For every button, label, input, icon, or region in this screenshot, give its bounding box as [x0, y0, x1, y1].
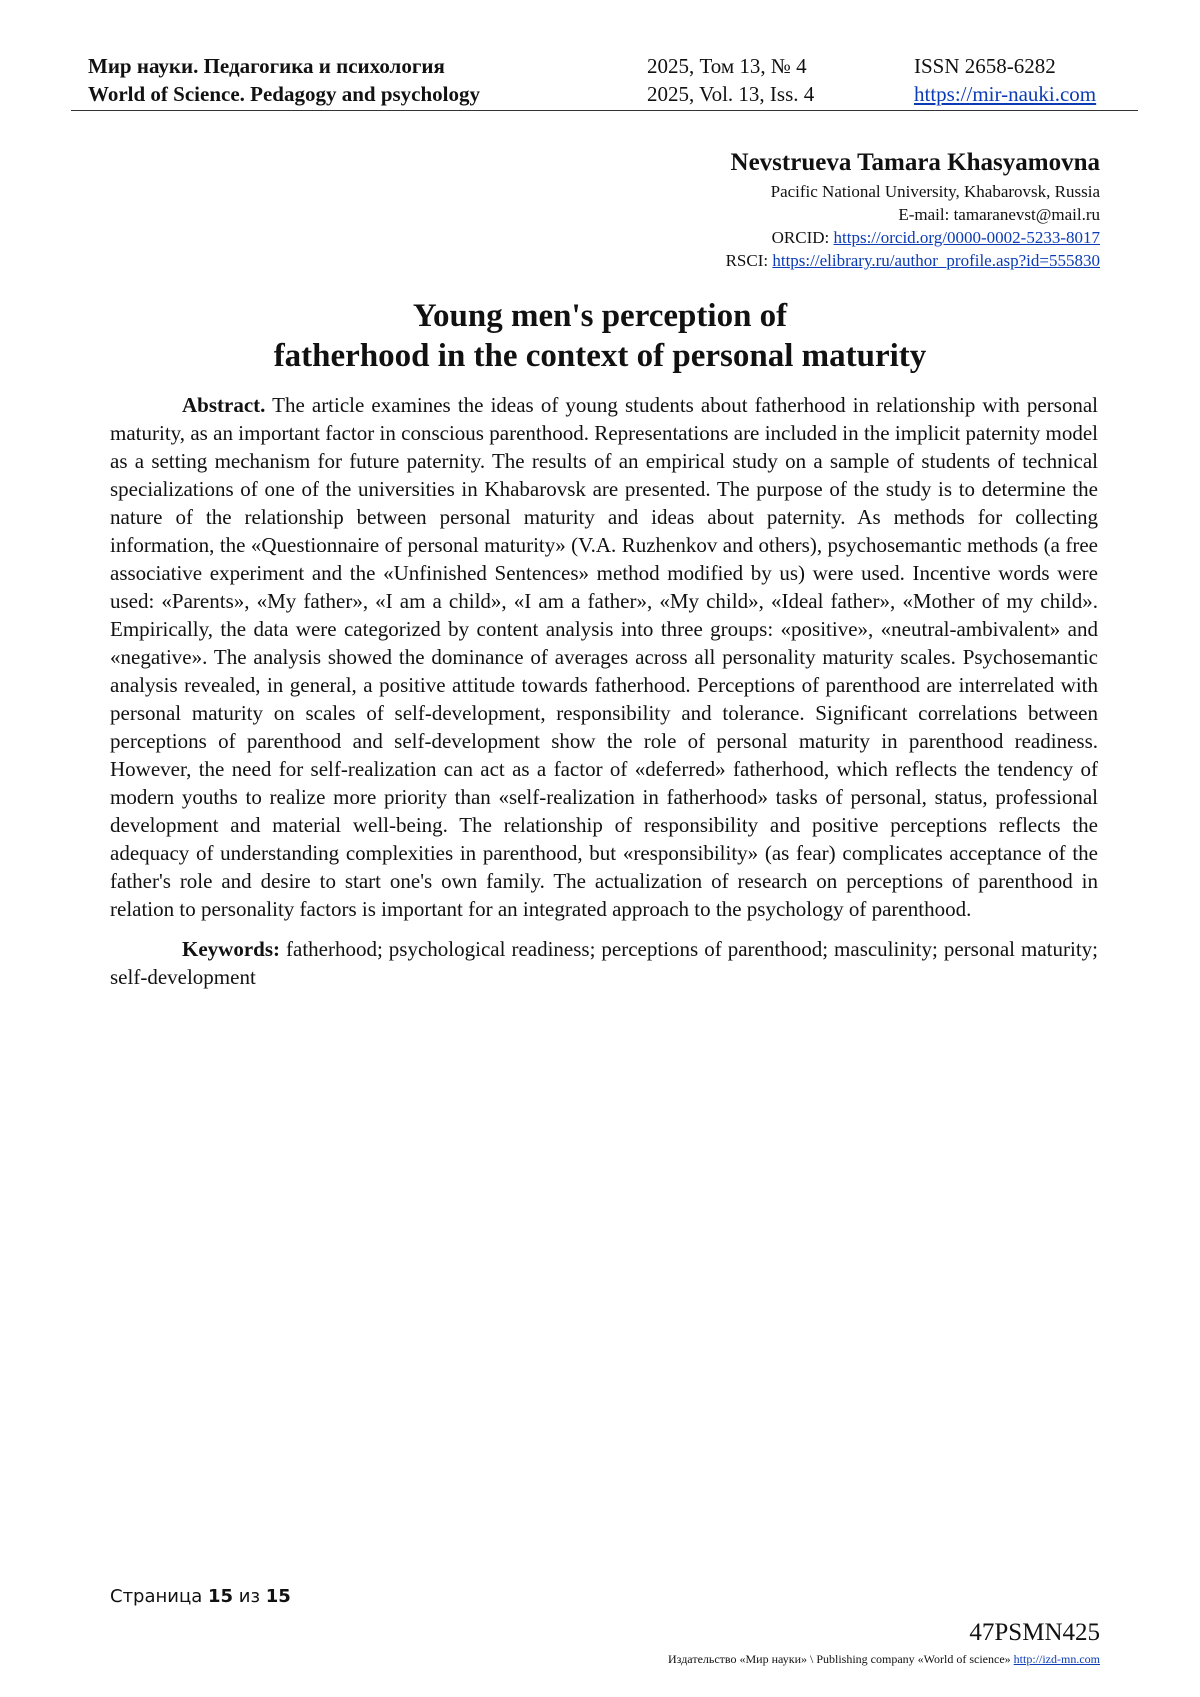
keywords-label: Keywords: — [182, 937, 280, 961]
orcid-link[interactable]: https://orcid.org/0000-0002-5233-8017 — [833, 228, 1100, 247]
issue-column — [647, 52, 814, 108]
journal-title-en: World of Science. Pedagogy and psychology — [88, 82, 481, 106]
abstract-paragraph — [110, 391, 1098, 923]
article-title-line-1: Young men's perception of — [412, 298, 788, 334]
journal-site-link[interactable]: https://mir-nauki.com — [914, 82, 1097, 106]
article-body — [110, 391, 1098, 991]
publisher-link[interactable]: http://izd-mn.com — [1013, 1652, 1100, 1666]
article-title — [0, 296, 1200, 376]
page-total: 15 — [265, 1586, 291, 1607]
abstract-text: The article examines the ideas of young students about fatherhood in relationship with personal maturity, as an important factor in conscious parenthood. Representations are included in the implicit paternity model as a setting mechanism for future paternity. The results of an empirical study on a sample of students of technical specializations of one of the universities in Khabarovsk are presented. The purpose of the study is to determine the nature of the relationship between personal maturity and ideas about paternity. As methods for collecting information, the «Questionnaire of personal maturity» (V.A. Ruzhenkov and others), psychosemantic methods (a free associative experiment and the «Unfinished Sentences» method modified by us) were used. Incentive words were used: «Parents», «My father», «I am a child», «I am a father», «My child», «Ideal father», «Mother of my child». Empirically, the data were categorized by content analysis into three groups: «positive», «neutral-ambivalent» and «negative». The analysis showed the dominance of averages across all personality maturity scales. Psychosemantic analysis revealed, in general, a positive attitude towards fatherhood. Perceptions of parenthood are interrelated with personal maturity on scales of self-development, responsibility and tolerance. Significant correlations between perceptions of parenthood and self-development show the role of personal maturity in parenthood readiness. However, the need for self-realization can act as a factor of «deferred» fatherhood, which reflects the tendency of modern youths to realize more priority than «self-realization in fatherhood» tasks of personal, status, professional development and material well-being. The relationship of responsibility and positive perceptions reflects the adequacy of understanding complexities in parenthood, but «responsibility» (as fear) complicates acceptance of the father's role and desire to start one's own family. The actualization of research on perceptions of parenthood in relation to personality factors is important for an integrated approach to the psychology of parenthood. — [110, 393, 1098, 921]
article-code: 47PSMN425 — [969, 1619, 1100, 1646]
abstract-label: Abstract. — [182, 393, 266, 417]
rsci-label: RSCI: — [725, 251, 773, 270]
publisher-text: Издательство «Мир науки» \ Publishing company «World of science» — [668, 1652, 1014, 1666]
author-affiliation: Pacific National University, Khabarovsk, Russia — [770, 182, 1100, 201]
author-name: Nevstrueva Tamara Khasyamovna — [730, 149, 1100, 176]
keywords-paragraph — [110, 935, 1098, 991]
author-block — [726, 146, 1100, 272]
article-title-line-2: fatherhood in the context of personal maturity — [273, 338, 927, 374]
page-counter — [110, 1586, 291, 1607]
issue-ru: 2025, Том 13, № 4 — [647, 54, 807, 78]
author-orcid — [726, 226, 1100, 249]
page-prefix: Страница — [110, 1586, 208, 1607]
author-email: E-mail: tamaranevst@mail.ru — [898, 205, 1100, 224]
page-separator: из — [233, 1586, 266, 1607]
keywords-text: fatherhood; psychological readiness; perceptions of parenthood; masculinity; personal maturity; self-development — [110, 937, 1098, 989]
issue-en: 2025, Vol. 13, Iss. 4 — [647, 82, 815, 106]
issn-column — [914, 52, 1096, 108]
journal-header — [71, 50, 1138, 111]
author-rsci — [726, 249, 1100, 272]
rsci-link[interactable]: https://elibrary.ru/author_profile.asp?id=555830 — [772, 251, 1100, 270]
journal-title-column — [88, 52, 480, 108]
issn: ISSN 2658-6282 — [914, 54, 1056, 78]
journal-title-ru: Мир науки. Педагогика и психология — [88, 54, 445, 78]
publisher-line — [668, 1651, 1100, 1667]
page-current: 15 — [207, 1586, 234, 1607]
orcid-label: ORCID: — [771, 228, 834, 247]
